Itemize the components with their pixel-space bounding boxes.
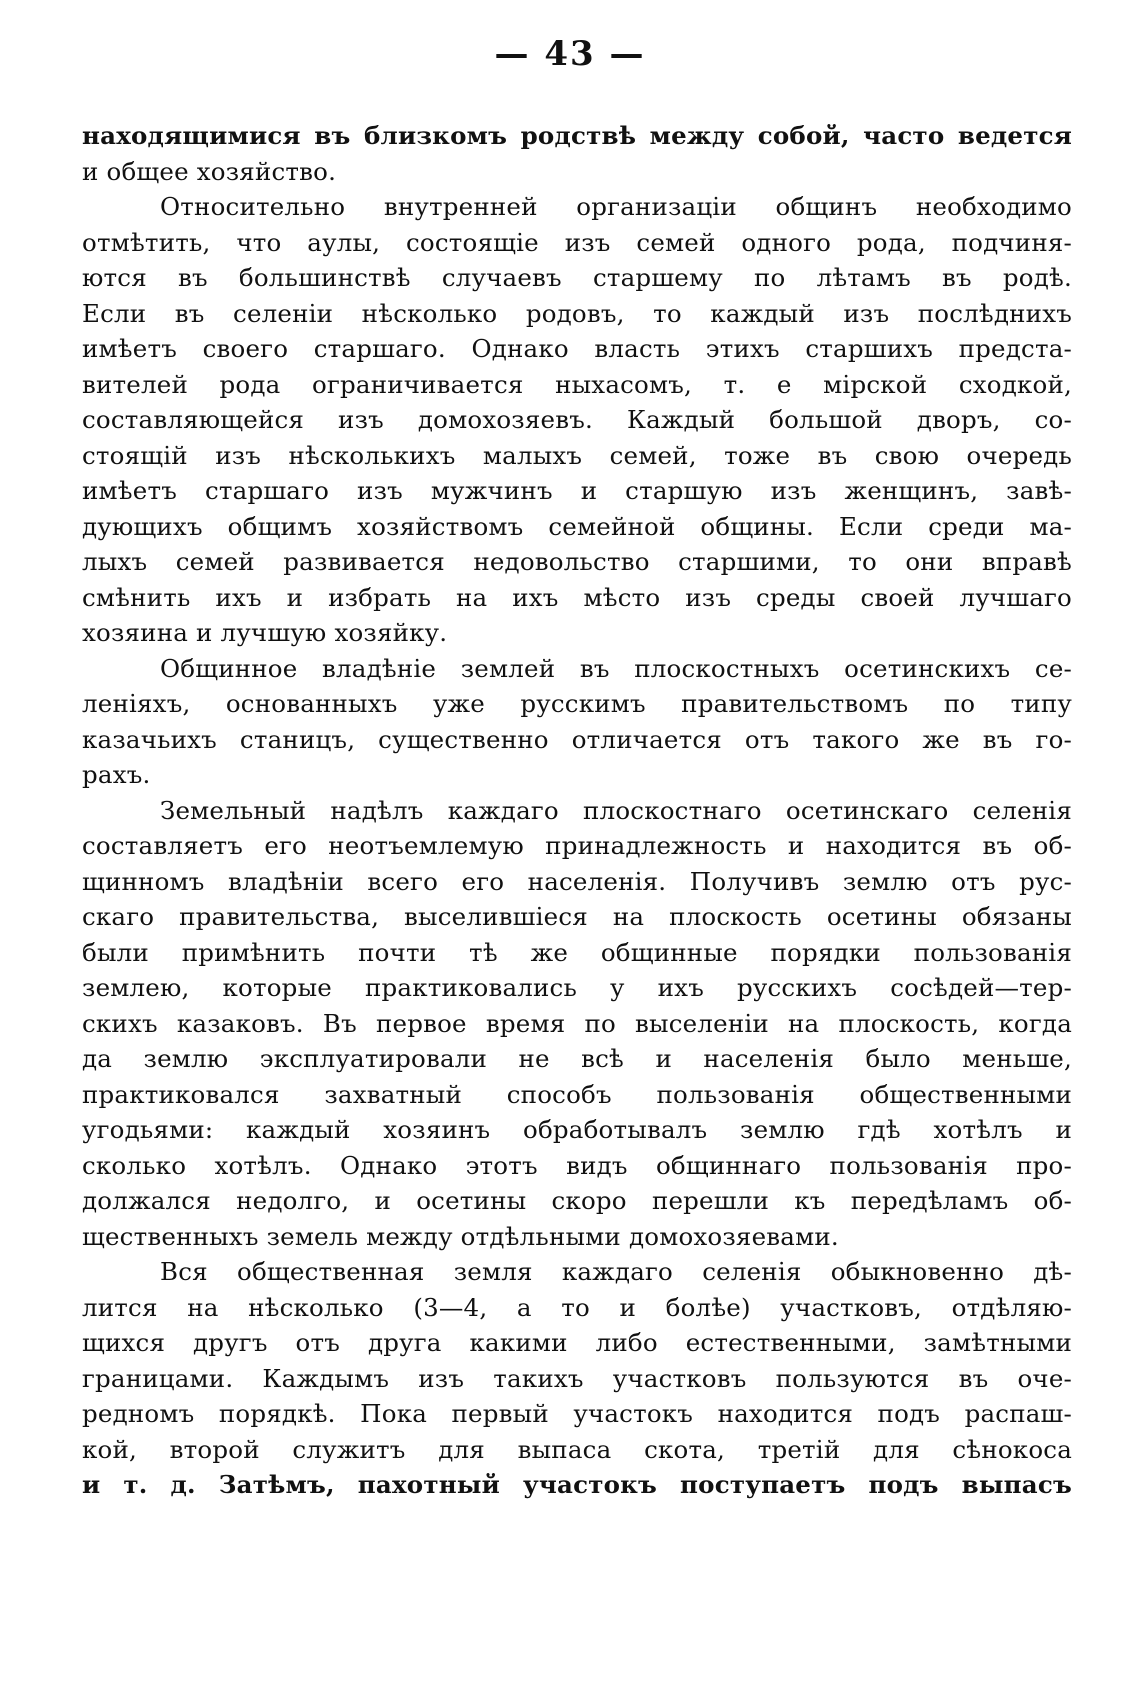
text-line: Земельный надѣлъ каждаго плоскостнаго осетинскаго селенія — [160, 795, 1072, 825]
text-line: редномъ порядкѣ. Пока первый участокъ находится подъ распаш- — [82, 1399, 1072, 1428]
text-line: Вся общественная земля каждаго селенія обыкновенно дѣ- — [160, 1257, 1072, 1286]
text-line: скаго правительства, выселившіеся на плоскость осетины обязаны — [82, 902, 1072, 931]
text-line: щественныхъ земель между отдѣльными домохозяевами. — [82, 1221, 839, 1251]
text-line: скихъ казаковъ. Въ первое время по выселеніи на плоскость, когда — [82, 1008, 1072, 1038]
text-line: были примѣнить почти тѣ же общинные порядки пользованія — [82, 937, 1072, 967]
text-line: имѣетъ своего старшаго. Однако власть этихъ старшихъ предста- — [82, 334, 1072, 363]
text-line: леніяхъ, основанныхъ уже русскимъ правительствомъ по типу — [82, 689, 1072, 718]
text-line: и общее хозяйство. — [82, 156, 337, 186]
text-line: щихся другъ отъ друга какими либо естественными, замѣтными — [82, 1328, 1072, 1357]
text-line: угодьями: каждый хозяинъ обработывалъ землю гдѣ хотѣлъ и — [82, 1115, 1072, 1144]
text-line: лыхъ семей развивается недовольство старшими, то они вправѣ — [82, 547, 1072, 576]
page-number: — 43 — — [494, 34, 646, 74]
text-line: Относительно внутренней организаціи общинъ необходимо — [160, 192, 1072, 221]
text-line: ются въ большинствѣ случаевъ старшему по лѣтамъ въ родѣ. — [82, 263, 1072, 292]
text-line: щинномъ владѣніи всего его населенія. Получивъ землю отъ рус- — [82, 866, 1072, 896]
text-line: казачьихъ станицъ, существенно отличается отъ такого же въ го- — [82, 724, 1072, 754]
text-line: да землю эксплуатировали не всѣ и населенія было меньше, — [82, 1044, 1072, 1073]
text-line: дующихъ общимъ хозяйствомъ семейной общины. Если среди ма- — [82, 511, 1072, 541]
text-line: должался недолго, и осетины скоро перешли къ передѣламъ об- — [82, 1186, 1072, 1215]
text-line: находящимися въ близкомъ родствѣ между собой, часто ведется — [82, 121, 1072, 150]
text-line: отмѣтить, что аулы, состоящіе изъ семей одного рода, подчиня- — [82, 227, 1072, 257]
text-line: и т. д. Затѣмъ, пахотный участокъ поступаетъ подъ выпасъ — [82, 1470, 1072, 1499]
text-line: хозяина и лучшую хозяйку. — [82, 618, 448, 647]
text-line: землею, которые практиковались у ихъ русскихъ сосѣдей—тер- — [82, 973, 1072, 1002]
text-line: составляющейся изъ домохозяевъ. Каждый большой дворъ, со- — [82, 405, 1072, 434]
text-line: границами. Каждымъ изъ такихъ участковъ пользуются въ оче- — [82, 1363, 1072, 1393]
text-line: практиковался захватный способъ пользованія общественными — [82, 1079, 1072, 1109]
text-line: Общинное владѣніе землей въ плоскостныхъ осетинскихъ се- — [160, 653, 1072, 683]
text-line: имѣетъ старшаго изъ мужчинъ и старшую изъ женщинъ, завѣ- — [82, 476, 1072, 505]
text-line: сколько хотѣлъ. Однако этотъ видъ общиннаго пользованія про- — [82, 1150, 1072, 1180]
text-line: Если въ селеніи нѣсколько родовъ, то каждый изъ послѣднихъ — [82, 298, 1072, 328]
text-line: смѣнить ихъ и избрать на ихъ мѣсто изъ среды своей лучшаго — [82, 582, 1072, 612]
text-line: кой, второй служитъ для выпаса скота, третій для сѣнокоса — [82, 1434, 1072, 1464]
text-line: составляетъ его неотъемлемую принадлежность и находится въ об- — [82, 831, 1072, 860]
text-line: вителей рода ограничивается ныхасомъ, т. е мірской сходкой, — [82, 369, 1072, 399]
body-text — [82, 118, 1072, 1503]
text-line: лится на нѣсколько (3—4, а то и болѣе) участковъ, отдѣляю- — [82, 1292, 1072, 1322]
text-line: стоящій изъ нѣсколькихъ малыхъ семей, тоже въ свою очередь — [82, 440, 1072, 470]
text-line: рахъ. — [82, 760, 151, 789]
